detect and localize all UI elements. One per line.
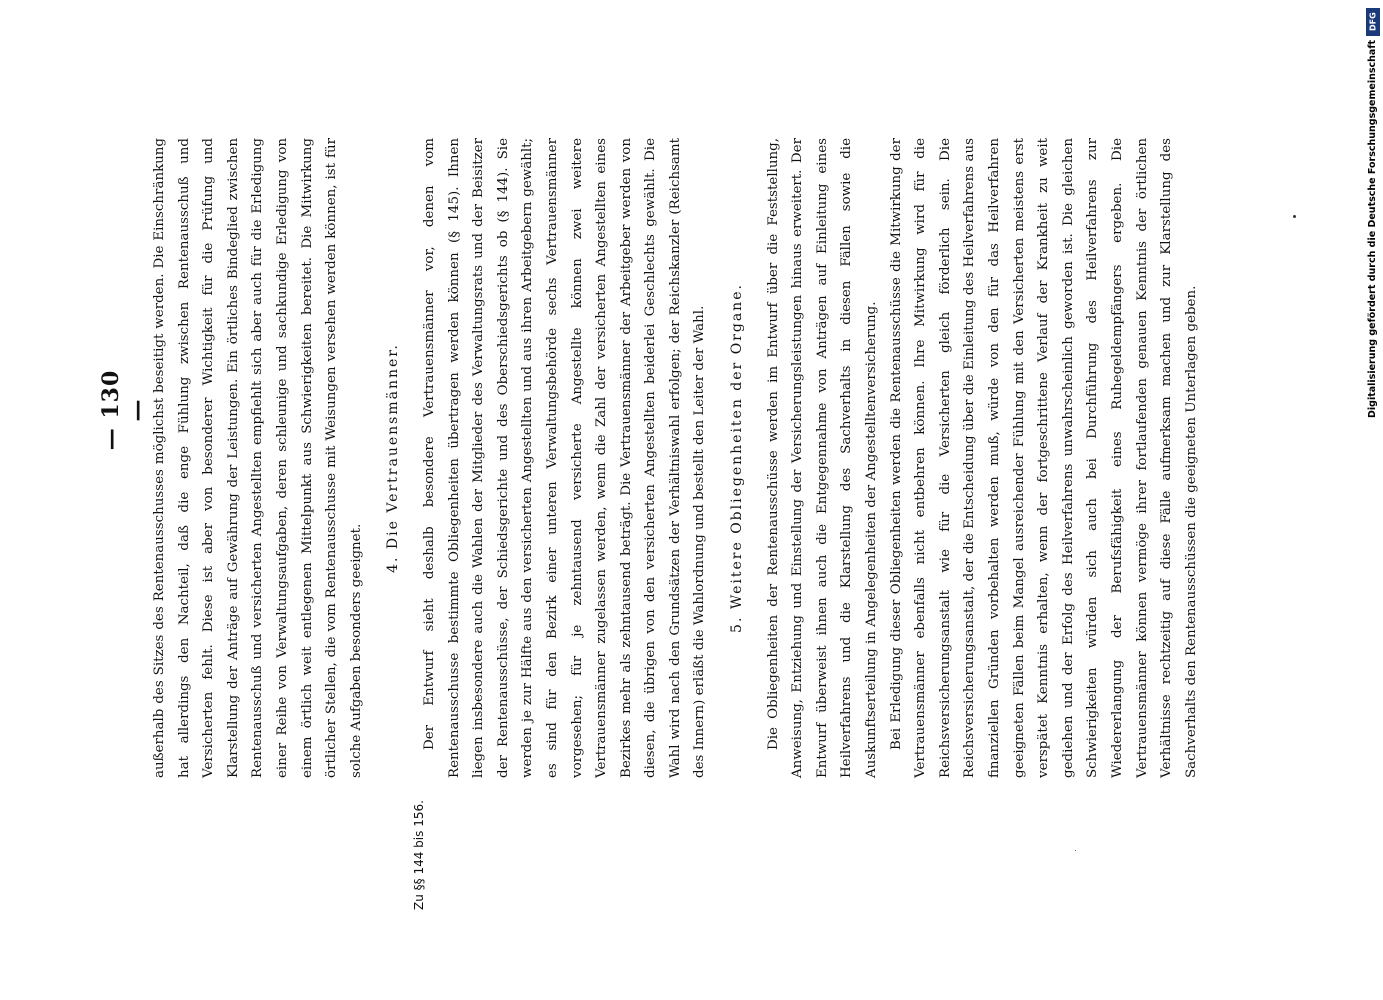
- paragraph: außerhalb des Sitzes des Rentenausschusses möglichst beseitigt werden. Die Einschränkung hat allerdings den Nachteil, daß die enge Fühlung zwischen Rentenausschuß und Versicherten fehlt. Diese ist aber von besonderer Wichtigkeit für die Prüfung und Klarstellung der Anträge auf Gewährung der Leistungen. Ein örtliches Bindeglied zwischen Rentenausschuß und versicherten Angestellten empfiehlt sich aber auch für die Erledigung einer Reihe von Verwaltungsaufgaben, deren schleunige und sachkundige Erledigung von einem örtlich weit entlegenen Mittelpunkt aus Schwierigkeiten bereitet. Die Mitwirkung örtlicher Stellen, die vom Rentenausschusse mit Weisungen versehen werden können, ist für solche Aufgaben besonders geeignet.: [152, 138, 364, 778]
- page-number: — 130 —: [98, 369, 150, 451]
- section-heading: 4. Die Vertrauensmänner.: [385, 343, 402, 573]
- marginal-note-text: Zu §§ 144 bis 156.: [412, 800, 426, 910]
- paragraph: Die Obliegenheiten der Rentenausschüsse werden im Entwurf über die Feststellung, Anweisung, Entziehung und Einstellung der Versicherungsleistungen hinaus erweitert. Der Entwurf überweist ihnen auch die Entgegennahme von Anträgen auf Einleitung eines Heilverfahrens und die Klarstellung des Sachverhalts in diesen Fällen sowie die Auskunftserteilung in Angelegenheiten der Angestelltenversicherung.: [765, 138, 880, 778]
- scan-speck: [1293, 215, 1296, 218]
- dfg-logo: DFG: [1366, 8, 1380, 36]
- paragraph: Bei Erledigung dieser Obliegenheiten werden die Rentenausschüsse die Mitwirkung der Vertrauensmänner ebenfalls nicht entbehren können. Ihre Mitwirkung wird für die Reichsversicherungsanstalt wie für die Versicherten gleich förderlich sein. Die Reichsversicherungsanstalt, der die Entscheidung über die Einleitung des Heilverfahrens aus finanziellen Gründen vorbehalten werden muß, würde von den für das Heilverfahren geeigneten Fällen beim Mangel ausreichender Fühlung mit den Versicherten meistens erst verspätet Kenntnis erhalten, wenn der fortgeschrittene Verlauf der Krankheit zu weit gediehen und der Erfolg des Heilverfahrens unwahrscheinlich geworden ist. Die gleichen Schwierigkeiten würden sich auch bei Durchführung des Heilverfahrens zur Wiedererlangung der Berufsfähigkeit eines Ruhegeldempfängers ergeben. Die Vertrauensmänner können vermöge ihrer fortlaufenden genauen Kenntnis der örtlichen Verhältnisse rechtzeitig auf diese Fälle aufmerksam machen und zur Klarstellung des Sachverhalts den Rentenausschüssen die geeigneten Unterlagen geben.: [888, 138, 1199, 778]
- digitization-credit: [1362, 0, 1383, 1000]
- scan-speck: [1075, 850, 1076, 851]
- credit-text: Digitalisierung gefördert durch die Deutsche Forschungsgemeinschaft: [1367, 40, 1378, 418]
- section-heading: 5. Weitere Obliegenheiten der Organe.: [729, 283, 746, 633]
- marginal-note: [412, 800, 426, 910]
- body-text: [148, 138, 1204, 778]
- paragraph: Der Entwurf sieht deshalb besondere Vertrauensmänner vor, denen vom Rentenausschusse bestimmte Obliegenheiten übertragen werden können (§ 145). Ihnen liegen insbesondere auch die Wahlen der Mitglieder des Verwaltungsrats und der Beisitzer der Rentenausschüsse, der Schiedsgerichte und des Oberschiedsgerichts ob (§ 144). Sie werden je zur Hälfte aus den versicherten Angestellten und aus ihren Arbeitgebern gewählt; es sind für den Bezirk einer unteren Verwaltungsbehörde sechs Vertrauensmänner vorgesehen; für je zehntausend versicherte Angestellte können zwei weitere Vertrauensmänner zugelassen werden, wenn die Zahl der versicherten Angestellten eines Bezirkes mehr als zehntausend beträgt. Die Vertrauensmänner der Arbeitgeber werden von diesen, die übrigen von den versicherten Angestellten beiderlei Geschlechts gewählt. Die Wahl wird nach den Grundsätzen der Verhältniswahl erfolgen; der Reichskanzler (Reichsamt des Innern) erläßt die Wahlordnung und bestellt den Leiter der Wahl.: [421, 138, 708, 778]
